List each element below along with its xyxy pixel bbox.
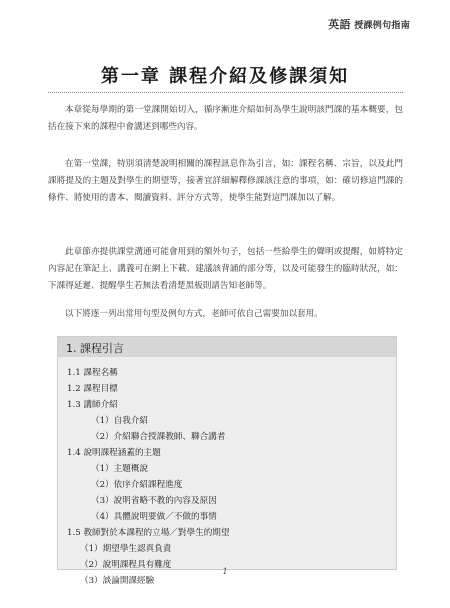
outline-subitem: （3）說明省略不教的內容及原因 [91,496,217,506]
outline-subitem: （1）主題概說 [91,464,149,474]
paragraph-3: 此章節亦提供課堂溝通可能會用到的額外句子，包括一些給學生的聲明或提醒，如將特定內容記在筆記上、講義可在網上下載、建議該背誦的部分等，以及可能發生的臨時狀況，如：下課得延遲、提醒學生若無法看清楚黑板則請告知老師等。 [48,247,403,291]
outline-subitem: （1）自我介紹 [91,416,149,426]
paragraph-2: 在第一堂課，特別須清楚說明相關的課程訊息作為引言，如：課程名稱、宗旨，以及此門課將提及的主題及對學生的期望等，接著宜詳細解釋修課該注意的事項，如：確切修這門課的條件、將使用的書本、閱讀資料、評分方式等，使學生能對這門課加以了解。 [48,159,403,203]
paragraph-4: 以下將逐一列出常用句型及例句方式，老師可依自己需要加以套用。 [65,309,323,319]
outline-subitem: （2）介紹聯合授課教師、聯合講者 [91,432,226,442]
outline-subitem: （4）具體說明要做／不做的事情 [91,512,217,522]
running-header-main: 英語 [328,18,351,31]
outline-item: 1.3 講師介紹 [67,400,118,410]
outline-item: 1.4 說明課程涵蓋的主題 [67,448,161,458]
outline-subitem: （2）說明課程具有難度 [80,560,172,570]
outline-item: 1.1 課程名稱 [67,368,118,378]
outline-item: 1.5 教師對於本課程的立場／對學生的期望 [67,528,230,538]
chapter-title: 第一章 課程介紹及修課須知 [100,66,350,87]
outline-subitem: （1）期望學生認真負責 [80,544,172,554]
outline-box-title: 1. 課程引言 [66,342,124,355]
running-header [328,16,410,32]
outline-box-header [58,337,396,357]
outline-item: 1.2 課程目標 [67,384,118,394]
outline-box [57,336,397,586]
outline-subitem: （2）依序介紹課程進度 [91,480,183,490]
page-number: 1 [222,567,228,576]
running-header-sub: 授課例句指南 [354,21,410,31]
outline-subitem: （3）談論開課經驗 [80,576,155,586]
paragraph-1: 本章從每學期的第一堂課開始切入，循序漸進介紹如何為學生說明該門課的基本概要，包括在接下來的課程中會講述到哪些內容。 [48,105,403,132]
title-divider [48,92,403,93]
